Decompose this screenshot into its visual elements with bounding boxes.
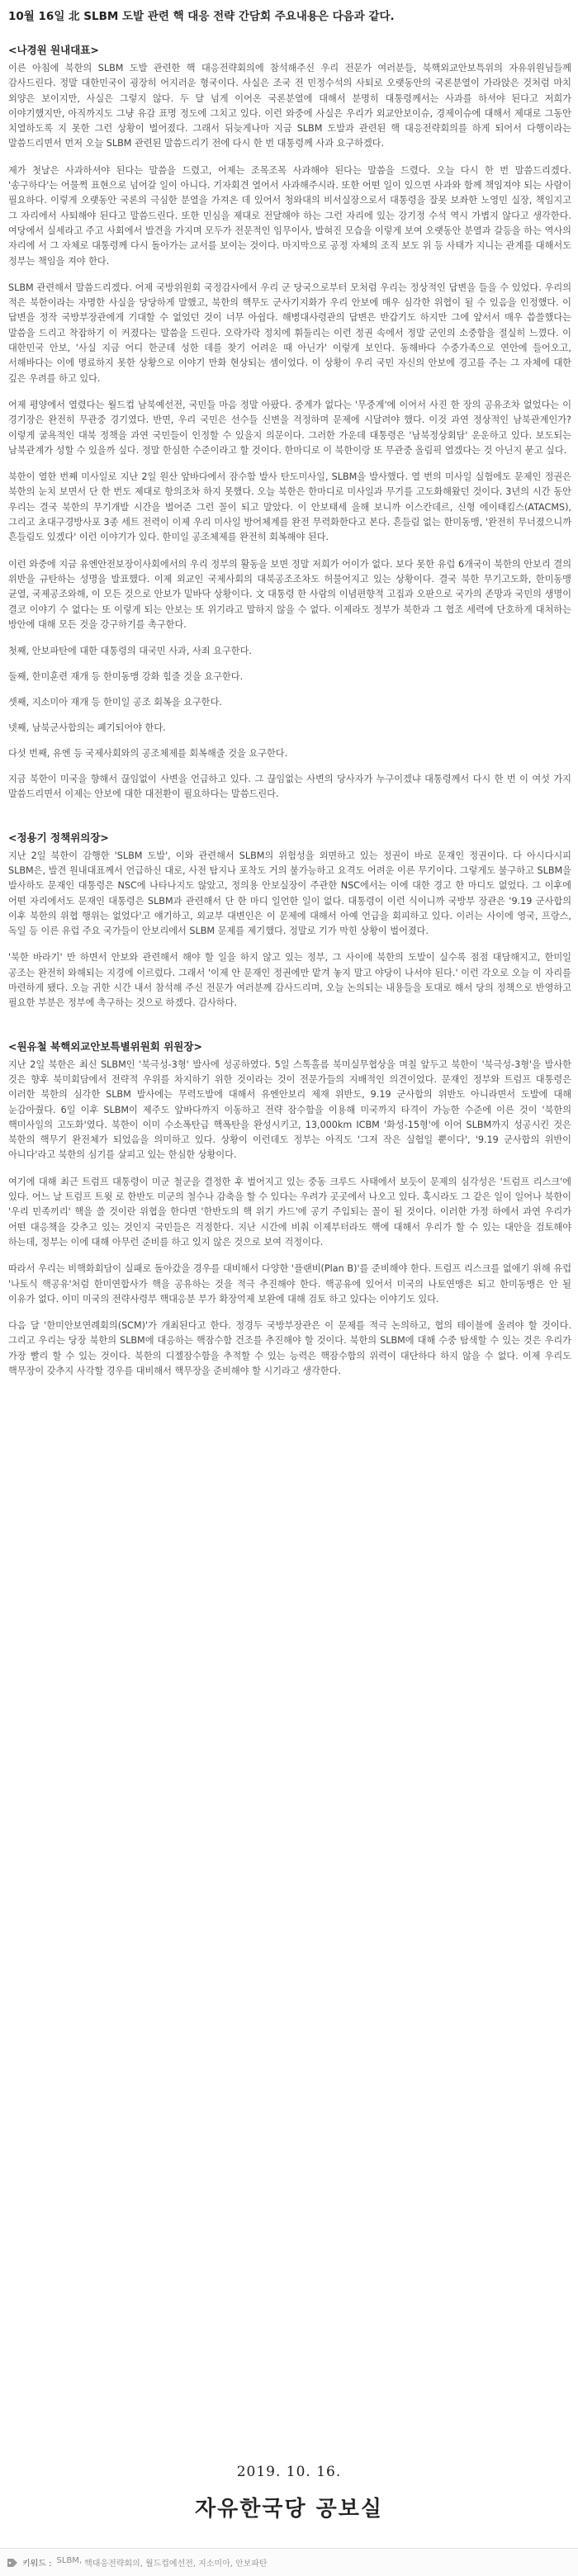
paragraph: 따라서 우리는 비핵화회담이 실패로 돌아갔을 경우를 대비해서 다양한 '플랜비(Plan B)'를 준비해야 한다. 트럼프 리스크를 없애기 위해 유럽 '나토식 핵공유'처럼 한미연합사가 핵을 공유하는 것을 적극 추진해야 한다. 핵공유에 있어서 미국의 나토연맹은 되고 한미동맹은 안 될 이유가 없다. 이미 미국의 전략사령부 핵대응분 부가 확장억제 보완에 대해 검토 하고 있다는 이야기도 있다. (8, 1263, 571, 1305)
section-jeong-yong-gi (8, 827, 571, 1011)
keyword-link[interactable]: 안보파탄 (235, 2559, 268, 2569)
paragraph: 지난 2일 북한은 최신 SLBM인 '북극성-3형' 발사에 성공하였다. 5일 스톡홀름 북미실무협상을 며칠 앞두고 북한이 '북극성-3형'을 발사한 것은 향후 북미회담에서 전략적 우위를 차지하기 위한 것이라는 것이 전문가들의 지배적인 의견이었다. 문재인 정부와 트럼프 대통령은 이러한 북한의 심각한 SLBM 발사에는 무력도발에 대해서 유엔안보리 제재 위반도, 9.19 군사합의 위반도 아니라면서 도발에 대해 눈감아줬다. 6일 이후 SLBM이 제주도 앞바다까지 이동하고 전략 잠수함을 이용해 미국까지 타격이 가능한 수준에 이른 것이 '북한의 핵미사일의 고도화'였다. 북한이 이미 수소폭탄급 핵폭탄을 완성시키고, 13,000km ICBM '화성-15형'에 이어 SLBM까지 성공시킨 것은 북한의 핵무기 완전체가 되었음을 의미하고 있다. 상황이 이런데도 정부는 아직도 '그저 작은 실험일 뿐이다', '9.19 군사합의 위반이 아니다'라고 북한의 심기를 살피고 있는 한심한 상황이다. (8, 1058, 571, 1161)
keyword-bar (0, 2548, 578, 2576)
keyword-link[interactable]: SLBM , (57, 2556, 83, 2569)
document-body (8, 40, 571, 1390)
paragraph: 다음 달 '한미안보연례회의(SCM)'가 개최된다고 한다. 정경두 국방부장관은 이 문제를 적극 논의하고, 협의 테이블에 올려야 할 것이다. 그리고 우리는 당장 북한의 SLBM에 대응하는 핵잠수함 건조를 추진해야 할 것이다. 북한의 SLBM에 대해 수중 탐색할 수 있는 것은 우리가 가장 빨리 할 수 있는 것이다. 북한의 디젤잠수함을 추적할 수 있는 능력은 핵잠수함의 위력이 대단하다 하지 않을 수 없다. 이제 우리도 핵무장이 갖추지 사각할 경우를 대비해서 핵무장을 준비해야 할 시기라고 생각한다. (8, 1320, 571, 1376)
document-title: 10월 16일 北 SLBM 도발 관련 핵 대응 전략 간담회 주요내용은 다음과 같다. (8, 10, 395, 23)
section-gap (8, 814, 571, 827)
keyword-link[interactable]: 월드컵예선전 , (145, 2556, 196, 2569)
section-na-kyung-won (8, 40, 571, 458)
demand-item: 첫째, 안보파탄에 대한 대통령의 대국민 사과, 사죄 요구한다. (8, 646, 252, 657)
paragraph: '북한 바라기' 만 하면서 안보와 관련해서 해야 할 일을 하지 않고 있는 정부, 그 사이에 북한의 도발이 실수록 점점 대담해지고, 한미일 공조는 완전히 와해되는 지경에 이르렀다. 그래서 '이제 안 문재인 정권에만 맡겨 놓지 말고 야당이 나서야 된다.' 이런 각오로 오늘 이 자리를 마련하게 됐다. 오늘 귀한 시간 내서 참석해 주신 전문가 여러분께 감사드리며, 오늘 논의되는 내용들을 토대로 해서 당의 정책으로 반영하고 필요한 부분은 정부에 촉구하는 것으로 하겠다. 감사하다. (8, 952, 571, 1009)
paragraph: 북한이 열한 번째 미사일로 지난 2일 원산 앞바다에서 잠수함 발사 탄도미사일, SLBM을 발사했다. 열 번의 미사일 실험에도 문제인 정권은 북한의 눈치 보면서 단 한 번도 제대로 항의조차 하지 못했다. 오늘 북한은 한마디로 미사일과 무기를 고도화해왔던 것이다. 3년의 시간 동안 우리는 결국 북한의 무기개발 시간을 벌어준 그런 꼴이 되고 말았다. 이 안보태세 을해 보니까 이스칸데르, 신형 에이태킴스(ATACMS), 그리고 초대구경방사포 3종 세트 전력이 이제 우리 미사일 방어체계를 완전 무력화한다고 본다. 흔들림 없는 한미동맹, '완전히 무너졌으니까 흔들림도 있겠다' 이런 이야기가 있다. 한미일 공조체제를 완전히 회복해야 된다. (8, 471, 571, 543)
paragraph: 이런 와중에 지금 유엔안전보장이사회에서의 우리 정부의 활동을 보면 정말 저희가 어이가 없다. 보다 못한 유럽 6개국이 북한의 안보리 결의 위반을 규탄하는 성명을 발표했다. 이제 외교인 국제사회의 대북공조조차도 허물어지고 있는 상황이다. 결국 북한 무기고도화, 한미동맹 균열, 국제공조와해, 이 모든 것으로 안보가 밑바닥 상황이다. 文 대통령 한 사람의 이념편향적 고집과 오판으로 국가의 존망과 국민의 생명이 결코 이야기 수 없다는 또 이렇게 되는 안보는 또 위기라고 말하지 않을 수 없다. 이제라도 정부가 북한과 그 협조 세력에 단호하게 대처하는 방안에 대해 모든 것을 강구하기를 촉구한다. (8, 558, 571, 630)
section-heading: <정용기 정책위의장> (8, 831, 109, 844)
keyword-list (57, 2556, 270, 2569)
section-won-yu-cheol (8, 1036, 571, 1380)
paragraph: SLBM 관련해서 말씀드리겠다. 어제 국방위원회 국정감사에서 우리 군 당국으로부터 모처럼 우리는 정상적인 답변을 들을 수 있었다. 우리의 적은 북한이라는 자명한 사실을 당당하게 말했고, 북한의 핵무도 군사기지화가 우리 안보에 매우 심각한 위협이 될 수 있음을 인정했다. 이 답변을 정작 국방부장관에게 기대할 수 없었던 것이 너무 아쉽다. 해병대사령관의 답변은 반갑기도 하지만 그에 앞서서 매우 씁쓸했다는 말씀을 드리고 착잡하기 이 커졌다는 말씀을 드린다. 오락가락 정치에 휘둘리는 이런 정권 속에서 정말 군인의 소중함을 절실히 느꼈다. 이 대한민국 안보, '사실 지금 어디 한군데 성한 데를 찾기 어려운 때 아닌가' 이렇게 보인다. 동해바다 수중가족으로 연안에 들어오고, 서해바다는 이에 명료하지 못한 상황으로 이야기 만화 현상되는 셈이었다. 이 상황이 우리 국민 자신의 안보에 경고를 주는 그 자체에 대한 깊은 우려를 하고 있다. (8, 282, 571, 384)
keyword-link[interactable]: 지소미아 , (198, 2556, 233, 2569)
keyword-label: 키워드 : (22, 2559, 52, 2569)
section-slbm-continuation (8, 470, 571, 632)
section-heading: <원유철 북핵외교안보특별위원회 위원장> (8, 1039, 202, 1053)
paragraph: 지금 북한이 미국을 향해서 끊임없이 사변을 언급하고 있다. 그 끊임없는 사변의 당사자가 누구이겠냐 대통령께서 다시 한 번 이 여섯 가지 말씀드리면서 이제는 안보에 대한 대전환이 필요하다는 말씀드린다. (8, 774, 571, 800)
section-heading: <나경원 원내대표> (8, 44, 99, 56)
demand-item: 넷째, 남북군사합의는 폐기되어야 한다. (8, 722, 166, 734)
paragraph: 이른 아침에 북한의 SLBM 도발 관련한 핵 대응전략회의에 참석해주신 우리 전문가 여러분들, 북핵외교안보특위의 자유위원님들께 감사드린다. 정말 대한민국이 굉장히 어지러운 형국이다. 사실은 조국 전 민정수석의 사퇴로 오랫동안의 국론분열이 가라앉은 것처럼 마치 외양은 보이지만, 사실은 그렇지 않다. 두 달 넘게 이어온 국론분열에 대해서 분명히 대통령께서는 사과를 하셔야 된다고 저희가 이야기했지만, 아직까지도 그냥 유감 표명 정도에 그치고 있다. 이런 와중에 사실은 우리가 외교안보이슈, 경제이슈에 대해서 제대로 그동안 치열하도록 지 못한 그런 상황이 벌어졌다. 그래서 뒤늦게나마 지금 SLBM 도발과 관련된 핵 대응전략회의를 하게 되어서 다행이라는 말씀드리면서 먼저 오늘 SLBM 관련된 말씀드리기 전에 다시 한 번 대통령께 사과 요구하겠다. (8, 63, 571, 149)
demand-item: 다섯 번째, 유엔 등 국제사회와의 공조체제를 회복해줄 것을 요구한다. (8, 748, 288, 760)
paragraph: 지난 2일 북한이 감행한 'SLBM 도발', 이와 관련해서 SLBM의 위험성을 외면하고 있는 정권이 바로 문재인 정권이다. 다 아시다시피 SLBM은, 발견 원내대표께서 언급하신 대로, 사전 탐지나 포착도 거의 불가능하고 요격도 어려운 이른 무기이다. 그렇게도 불구하고 SLBM을 발사하도 문재인 대통령은 NSC에 나타나지도 않았고, 정의용 안보실장이 주관한 NSC에서는 이에 대한 경고 한 마디도 없었다. 그 이후에 어떤 자리에서도 문재인 대통령은 SLBM과 관련해서 단 한 마디 일언한 일이 없다. 대통령이 이런 식이니까 국방부 장관은 '9.19 군사합의 이후 북한의 위협 행위는 없었다'고 얘기하고, 외교부 대변인은 이 문제에 대해서 아예 언급을 회피하고 있다. 이러는 사이에 영국, 프랑스, 독일 등 이른 유럽 주요 국가들이 안보리에서 SLBM 문제를 제기했다. 정말로 기가 막힌 상황이 벌어졌다. (8, 850, 571, 937)
section-demands-list (8, 644, 571, 803)
release-date: 2019. 10. 16. (236, 2464, 342, 2480)
paragraph: 제가 첫날은 사과하셔야 된다는 말씀을 드렸고, 어제는 조목조목 사과해야 된다는 말씀을 드렸다. 오늘 다시 한 번 말씀드리겠다. '송구하다'는 어물쩍 표현으로 넘어갈 일이 아니다. 기자회견 열어서 사과해주시라. 또한 어떤 일이 있으면 사과와 함께 책임져야 되는 사람이 필요하다. 이렇게 오랫동안 국론의 극심한 분열을 가져온 데 있어서 청와대의 비서실장으로서 대통령을 잘못 보좌한 노영민 실장, 책임지고 그 자리에서 사퇴해야 된다고 말씀드린다. 또한 민심을 제대로 전달해야 하는 그런 자리에 있는 강기정 수석 역시 가볍지 않다고 생각한다. 여당에서 실세라고 주고 사회에서 발견을 가지며 모두가 전문적인 임무이사, 발혀진 모습을 이렇게 보여 오랫동안 분열과 갈등을 하는 역사의 자리에 서 그 자체로 대통령께 다시 돌아가는 교서를 보이는 것이다. 마지막으로 공정 자체의 조직 보도 위 등 사태가 지니는 관계를 대해서도 정부는 책임을 져야 한다. (8, 164, 571, 267)
demand-item: 셋째, 지소미아 재개 등 한미일 공조 회복을 요구한다. (8, 697, 222, 708)
tag-icon (7, 2558, 18, 2568)
issuing-organization: 자유한국당 공보실 (195, 2497, 383, 2522)
demand-item: 둘째, 한미훈련 재개 등 한미동맹 강화 힘줄 것을 요구한다. (8, 671, 244, 683)
section-gap (8, 1023, 571, 1036)
paragraph: 어제 평양에서 열렸다는 월드컵 남북예선전, 국민들 마음 정말 아팠다. 중계가 없다는 '무중계'에 이어서 사진 한 장의 공유조차 없었다는 이 경기장은 완전히 무관중 경기였다. 반면, 우리 국민은 선수들 신변을 걱정하며 문제에 시달려야 했다. 이것 과연 정상적인 남북관계인가? 이렇게 굴욕적인 대북 정책을 과연 국민들이 인정할 수 있을지 의문이다. 그러한 가운데 대통령은 '남북정상회담' 운운하고 있다. 보도되는 남북관계가 성할 수 있을까 싶다. 정말 한심한 수준이라고 할 것이다. 한마디로 이 북한이랑 또 무관중 올림픽 열겠다는 것 아닌지 묻고 싶다. (8, 399, 571, 456)
keyword-link[interactable]: 핵대응전략회의 , (84, 2556, 143, 2569)
paragraph: 여기에 대해 최근 트럼프 대통령이 미군 철군을 결정한 후 벌어지고 있는 중동 크루드 사태에서 보듯이 문제의 심각성은 '트럼프 리스크'에 있다. 어느 날 트럼프 트윗 로 한반도 미군의 철수나 감축을 할 수 있다는 우려가 곳곳에서 나오고 있다. 혹시라도 그 같은 일이 일어나 북한이 '우리 민족끼리' 핵을 쓸 것이란 위협을 한다면 '한반도의 핵 위기 카드'에 공기 주입되는 꼴이 될 것이다. 이러한 가정 하에서 과연 우리가 어떤 대응책을 갖추고 있는 것인지 국민들은 걱정한다. 지난 시간에 비춰 이제부터라도 핵에 대해서 우리가 할 수 있는 대안을 검토해야 하는데, 정부는 이에 대해 아무런 준비를 하고 있지 않은 것으로 보여 걱정이다. (8, 1176, 571, 1248)
